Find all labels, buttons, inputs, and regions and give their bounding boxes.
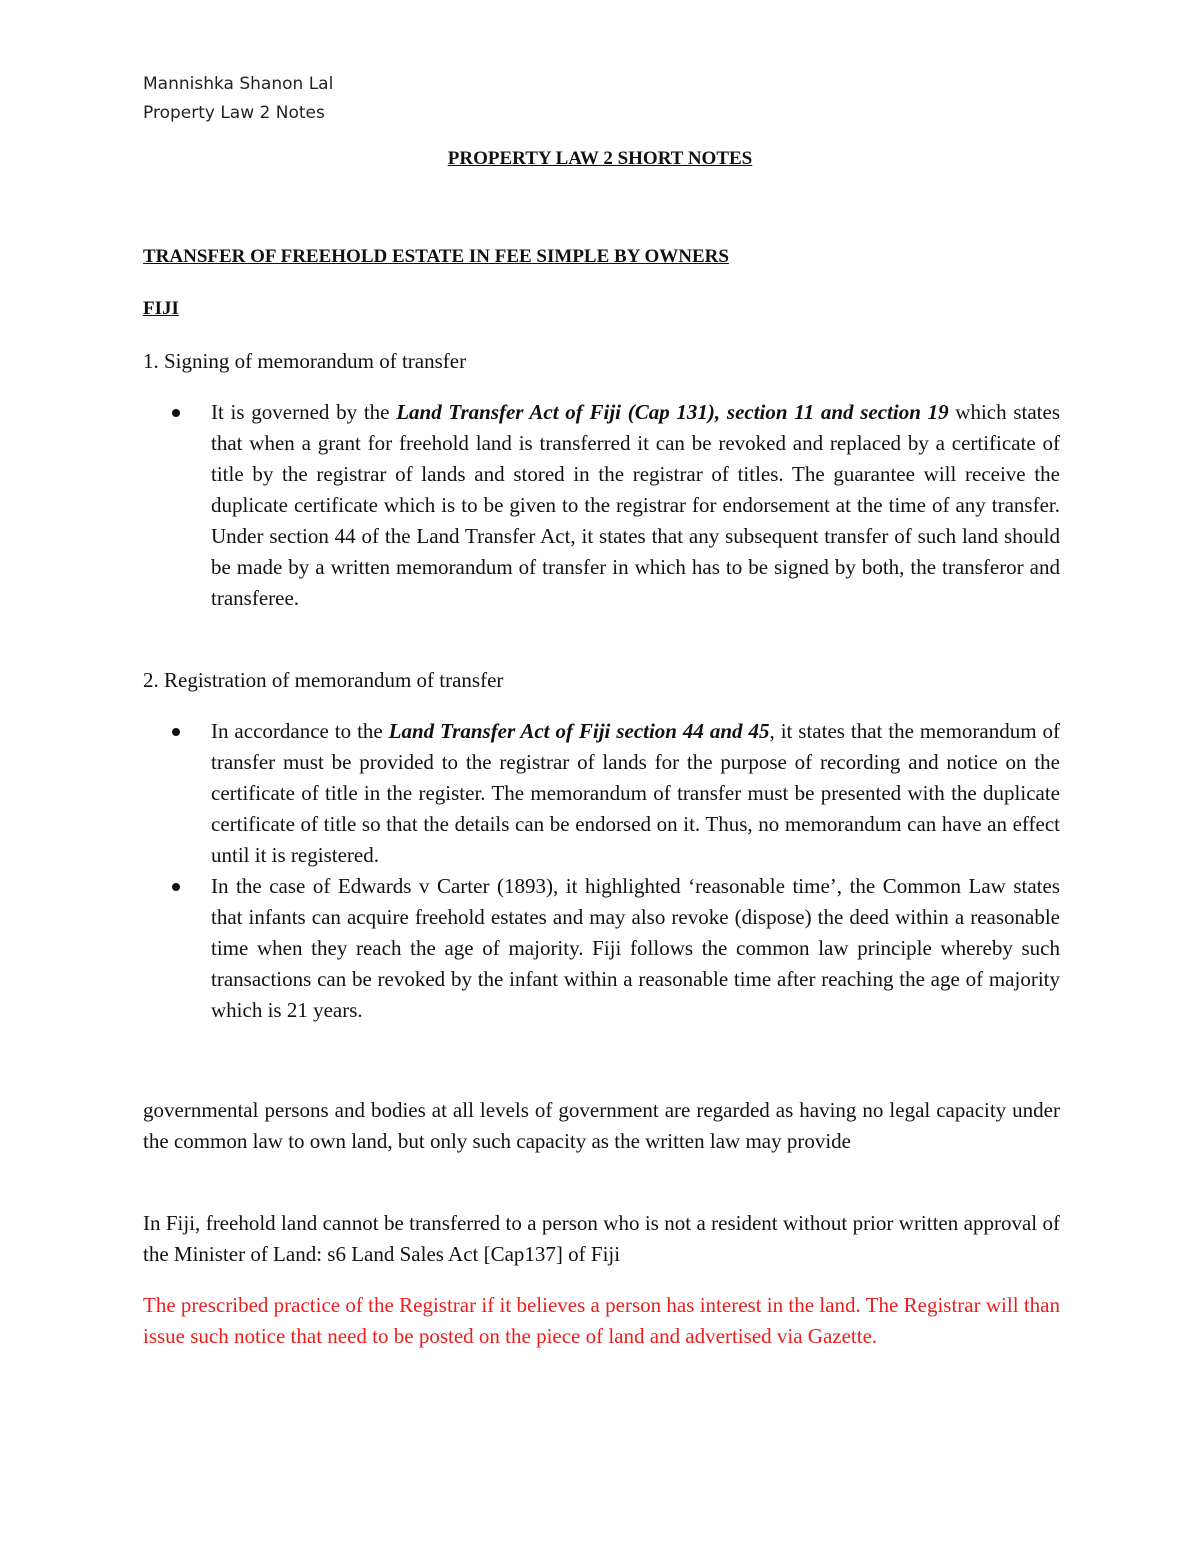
bullet-text-post: , it states that the memorandum of transfer must be provided to the registrar of lands for the purpose of recording and notice on the certificate of title in the register. The memorandum of transfer must be presented with the duplicate certificate of title so that the details can be endorsed on it. Thus, no memorandum can have an effect until it is registered.	[211, 719, 1060, 867]
numbered-item-signing: 1. Signing of memorandum of transfer	[143, 349, 467, 373]
list-item	[172, 716, 1060, 871]
section-heading: TRANSFER OF FREEHOLD ESTATE IN FEE SIMPLE BY OWNERS	[143, 246, 729, 267]
author-name: Mannishka Shanon Lal	[143, 74, 334, 94]
bullet-icon	[172, 883, 180, 891]
numbered-item-registration: 2. Registration of memorandum of transfer	[143, 668, 504, 692]
list-item	[172, 871, 1060, 1026]
bullet-list-registration	[172, 716, 1060, 1026]
paragraph-legal-capacity: governmental persons and bodies at all levels of government are regarded as having no legal capacity under the common law to own land, but only such capacity as the written law may provide	[143, 1098, 1060, 1153]
bullet-text-pre: In accordance to the	[211, 719, 389, 743]
document-title: PROPERTY LAW 2 SHORT NOTES	[447, 148, 753, 169]
statute-citation: Land Transfer Act of Fiji section 44 and 45	[388, 719, 770, 743]
document-subject: Property Law 2 Notes	[143, 103, 325, 123]
paragraph-land-sales-act: In Fiji, freehold land cannot be transferred to a person who is not a resident without prior written approval of the Minister of Land: s6 Land Sales Act [Cap137] of Fiji	[143, 1211, 1060, 1266]
bullet-text-post: which states that when a grant for freehold land is transferred it can be revoked and replaced by a certificate of title by the registrar of lands and stored in the registrar of titles. The guarantee will receive the duplicate certificate which is to be given to the registrar for endorsement at the time of any transfer. Under section 44 of the Land Transfer Act, it states that any subsequent transfer of such land should be made by a written memorandum of transfer in which has to be signed by both, the transferor and transferee.	[211, 400, 1060, 610]
bullet-icon	[172, 409, 180, 417]
bullet-list-signing	[172, 397, 1060, 614]
statute-citation: Land Transfer Act of Fiji (Cap 131), section 11 and section 19	[396, 400, 949, 424]
highlighted-note: The prescribed practice of the Registrar if it believes a person has interest in the land. The Registrar will than issue such notice that need to be posted on the piece of land and advertised via Gazette.	[143, 1293, 1060, 1348]
bullet-icon	[172, 728, 180, 736]
bullet-text: In the case of Edwards v Carter (1893), it highlighted ‘reasonable time’, the Common Law states that infants can acquire freehold estates and may also revoke (dispose) the deed within a reasonable time when they reach the age of majority. Fiji follows the common law principle whereby such transactions can be revoked by the infant within a reasonable time after reaching the age of majority which is 21 years.	[211, 874, 1060, 1022]
subheading-fiji: FIJI	[143, 298, 179, 319]
list-item	[172, 397, 1060, 614]
bullet-text-pre: It is governed by the	[211, 400, 397, 424]
page-header	[143, 70, 333, 128]
